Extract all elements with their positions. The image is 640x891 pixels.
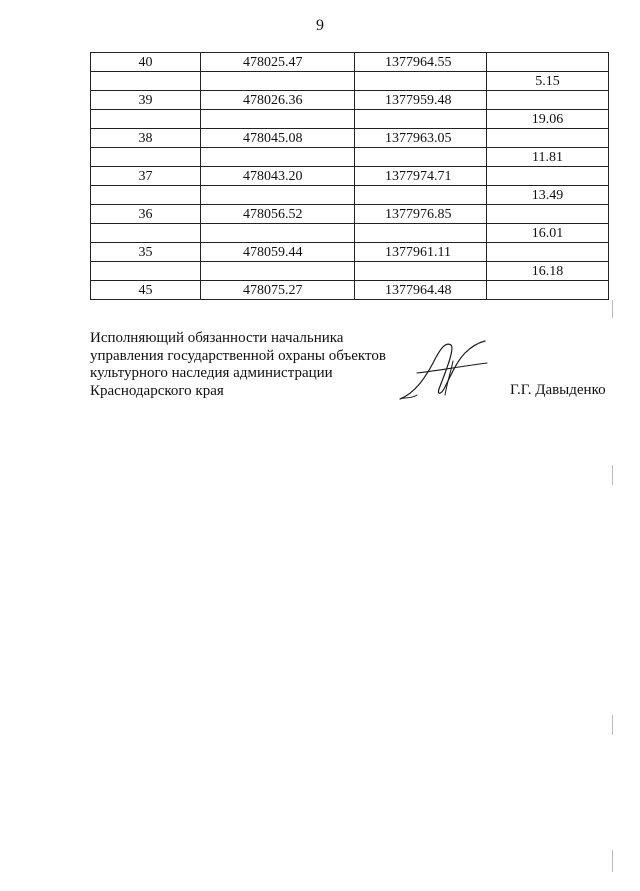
table-row <box>91 129 609 148</box>
signer-position-line-3: культурного наследия администрации <box>90 365 333 381</box>
coordinate-y-cell <box>355 186 487 205</box>
table-row <box>91 53 609 72</box>
point-number-cell <box>91 110 201 129</box>
coordinate-x-cell <box>201 262 355 281</box>
coordinate-y-cell <box>355 72 487 91</box>
coordinate-x-cell: 478056.52 <box>201 205 355 224</box>
signer-position-line-4: Краснодарского края <box>90 382 224 399</box>
table-row <box>91 243 609 262</box>
coordinate-x-cell <box>201 224 355 243</box>
coordinate-y-cell: 1377961.11 <box>355 243 487 262</box>
scan-artifact-line <box>612 715 613 735</box>
coordinate-x-cell: 478025.47 <box>201 53 355 72</box>
distance-cell <box>487 205 609 224</box>
point-number-cell: 39 <box>91 91 201 110</box>
table-row <box>91 148 609 167</box>
table-row <box>91 224 609 243</box>
point-number-cell <box>91 72 201 91</box>
point-number-cell <box>91 224 201 243</box>
handwritten-signature-icon <box>395 333 495 405</box>
distance-cell: 11.81 <box>487 148 609 167</box>
coordinates-table <box>90 52 609 300</box>
coordinate-x-cell: 478075.27 <box>201 281 355 300</box>
coordinate-y-cell <box>355 110 487 129</box>
coordinate-y-cell: 1377964.48 <box>355 281 487 300</box>
point-number-cell: 36 <box>91 205 201 224</box>
signer-position <box>90 330 400 400</box>
point-number-cell: 38 <box>91 129 201 148</box>
signer-position-line-2: управления государственной охраны объектов <box>90 347 386 364</box>
signer-name: Г.Г. Давыденко <box>510 382 606 398</box>
coordinate-x-cell: 478045.08 <box>201 129 355 148</box>
coordinate-y-cell <box>355 224 487 243</box>
coordinate-x-cell: 478026.36 <box>201 91 355 110</box>
distance-cell: 19.06 <box>487 110 609 129</box>
page-number: 9 <box>316 17 324 34</box>
coordinate-y-cell: 1377974.71 <box>355 167 487 186</box>
coordinate-x-cell <box>201 148 355 167</box>
table-row <box>91 281 609 300</box>
distance-cell <box>487 91 609 110</box>
coordinate-x-cell <box>201 186 355 205</box>
point-number-cell <box>91 186 201 205</box>
table-row <box>91 167 609 186</box>
coordinate-y-cell <box>355 262 487 281</box>
coordinate-y-cell: 1377976.85 <box>355 205 487 224</box>
point-number-cell <box>91 148 201 167</box>
distance-cell: 13.49 <box>487 186 609 205</box>
coordinate-x-cell: 478043.20 <box>201 167 355 186</box>
table-row <box>91 186 609 205</box>
point-number-cell <box>91 262 201 281</box>
distance-cell <box>487 53 609 72</box>
distance-cell: 5.15 <box>487 72 609 91</box>
table-row <box>91 110 609 129</box>
point-number-cell: 40 <box>91 53 201 72</box>
scan-artifact-line <box>612 300 613 318</box>
coordinate-y-cell: 1377959.48 <box>355 91 487 110</box>
signer-position-line-1: Исполняющий обязанности начальника <box>90 330 344 346</box>
coordinates-table-body <box>91 53 609 300</box>
distance-cell <box>487 281 609 300</box>
distance-cell: 16.18 <box>487 262 609 281</box>
table-row <box>91 205 609 224</box>
table-row <box>91 262 609 281</box>
coordinate-x-cell <box>201 110 355 129</box>
point-number-cell: 37 <box>91 167 201 186</box>
distance-cell: 16.01 <box>487 224 609 243</box>
distance-cell <box>487 167 609 186</box>
point-number-cell: 45 <box>91 281 201 300</box>
distance-cell <box>487 129 609 148</box>
table-row <box>91 91 609 110</box>
scan-artifact-line <box>612 850 613 872</box>
table-row <box>91 72 609 91</box>
coordinate-y-cell: 1377964.55 <box>355 53 487 72</box>
distance-cell <box>487 243 609 262</box>
coordinate-y-cell: 1377963.05 <box>355 129 487 148</box>
point-number-cell: 35 <box>91 243 201 262</box>
coordinate-x-cell: 478059.44 <box>201 243 355 262</box>
scan-artifact-line <box>612 465 613 485</box>
coordinate-x-cell <box>201 72 355 91</box>
coordinate-y-cell <box>355 148 487 167</box>
